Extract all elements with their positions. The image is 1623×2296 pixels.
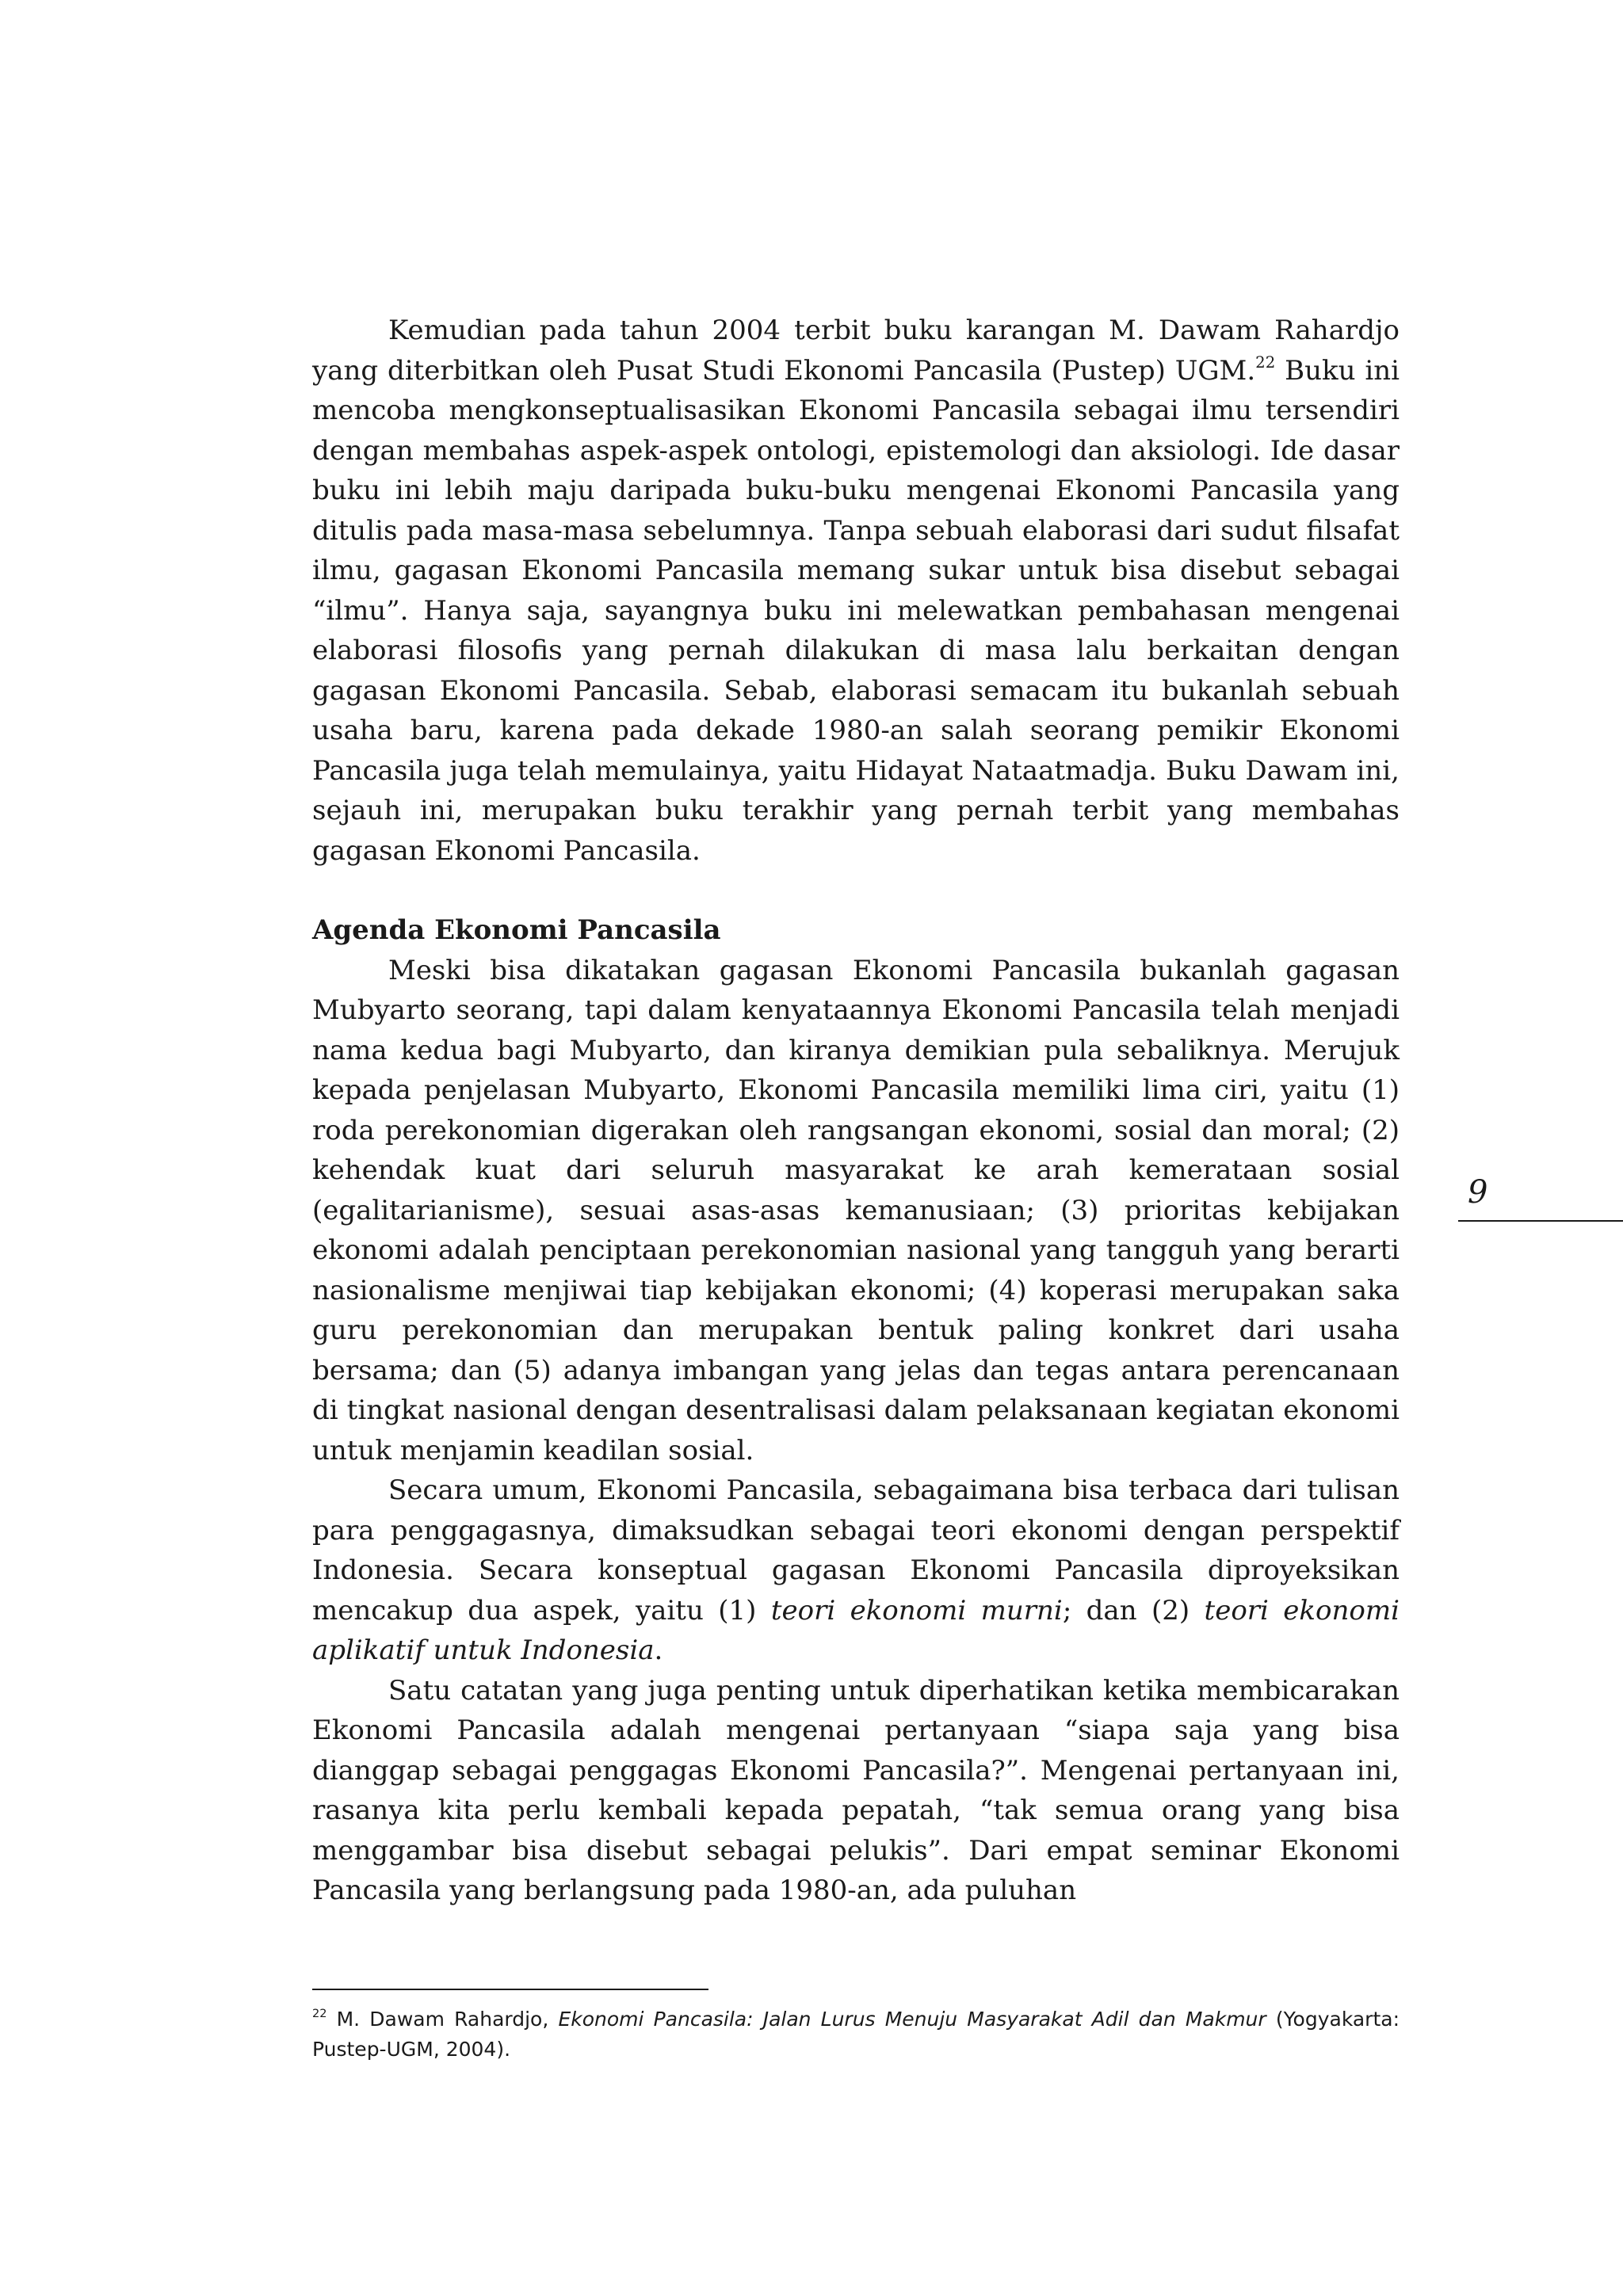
footnote-22 [312,2004,1400,2065]
paragraph-4: Satu catatan yang juga penting untuk diperhatikan ketika membicarakan Ekonomi Pancasila adalah mengenai pertanyaan “siapa saja yang bisa dianggap sebagai penggagas Ekonomi Pancasila?”. Mengenai pertanyaan ini, rasanya kita perlu kembali kepada pepatah, “tak semua orang yang bisa menggambar bisa disebut sebagai pelukis”. Dari empat seminar Ekonomi Pancasila yang berlangsung pada 1980-an, ada puluhan [312,1674,1400,1906]
italic-term-2: teori ekonomi aplikatif untuk Indonesia [312,1594,1400,1666]
footnote-author: M. Dawam Rahardjo, [327,2008,559,2031]
footnote-number: 22 [312,2008,327,2021]
section-heading: Agenda Ekonomi Pancasila [312,914,721,946]
footnote-divider [312,1989,708,1990]
footnote-book-title: Ekonomi Pancasila: Jalan Lurus Menuju Masyarakat Adil dan Makmur [558,2008,1266,2031]
footnote-publication: (Yogyakarta: Pustep-UGM, 2004). [312,2008,1400,2061]
paragraph-3 [312,1470,1400,1671]
paragraph-2: Meski bisa dikatakan gagasan Ekonomi Pancasila bukanlah gagasan Mubyarto seorang, tapi dalam kenyataannya Ekonomi Pancasila telah menjadi nama kedua bagi Mubyarto, dan kiranya demikian pula sebaliknya. Merujuk kepada penjelasan Mubyarto, Ekonomi Pancasila memiliki lima ciri, yaitu (1) roda perekonomian digerakan oleh rangsangan ekonomi, sosial dan moral; (2) kehendak kuat dari seluruh masyarakat ke arah kemerataan sosial (egalitarianisme), sesuai asas-asas kemanusiaan; (3) prioritas kebijakan ekonomi adalah penciptaan perekonomian nasional yang tangguh yang berarti nasionalisme menjiwai tiap kebijakan ekonomi; (4) koperasi merupakan saka guru perekonomian dan merupakan bentuk paling konkret dari usaha bersama; dan (5) adanya imbangan yang jelas dan tegas antara perencanaan di tingkat nasional dengan desentralisasi dalam pelaksanaan kegiatan ekonomi untuk menjamin keadilan sosial. [312,954,1400,1466]
paragraph-3-text-c: . [654,1634,663,1666]
paragraph-1-text-a: Kemudian pada tahun 2004 terbit buku karangan M. Dawam Rahardjo yang diterbitkan oleh Pusat Studi Ekonomi Pancasila (Pustep) UGM. [312,315,1400,387]
footnote-ref-22[interactable]: 22 [1255,353,1276,372]
italic-term-1: teori ekonomi murni [770,1594,1063,1627]
paragraph-1-text-b: Buku ini mencoba mengkonseptualisasikan Ekonomi Pancasila sebagai ilmu tersendiri dengan membahas aspek-aspek ontologi, epistemologi dan aksiologi. Ide dasar buku ini lebih maju daripada buku-buku mengenai Ekonomi Pancasila yang ditulis pada masa-masa sebelumnya. Tanpa sebuah elaborasi dari sudut filsafat ilmu, gagasan Ekonomi Pancasila memang sukar untuk bisa disebut sebagai “ilmu”. Hanya saja, sayangnya buku ini melewatkan pembahasan mengenai elaborasi filosofis yang pernah dilakukan di masa lalu berkaitan dengan gagasan Ekonomi Pancasila. Sebab, elaborasi semacam itu bukanlah sebuah usaha baru, karena pada dekade 1980-an salah seorang pemikir Ekonomi Pancasila juga telah memulainya, yaitu Hidayat Nataatmadja. Buku Dawam ini, sejauh ini, merupakan buku terakhir yang pernah terbit yang membahas gagasan Ekonomi Pancasila. [312,354,1400,867]
page-number: 9 [1468,1174,1488,1211]
paragraph-3-text-b: ; dan (2) [1062,1594,1205,1627]
paragraph-3-text-a: Secara umum, Ekonomi Pancasila, sebagaimana bisa terbaca dari tulisan para penggagasnya, dimaksudkan sebagai teori ekonomi dengan perspektif Indonesia. Secara konseptual gagasan Ekonomi Pancasila diproyeksikan mencakup dua aspek, yaitu (1) [312,1474,1400,1627]
page-number-rule [1458,1220,1623,1222]
main-text [312,311,1400,1911]
paragraph-1 [312,311,1400,871]
